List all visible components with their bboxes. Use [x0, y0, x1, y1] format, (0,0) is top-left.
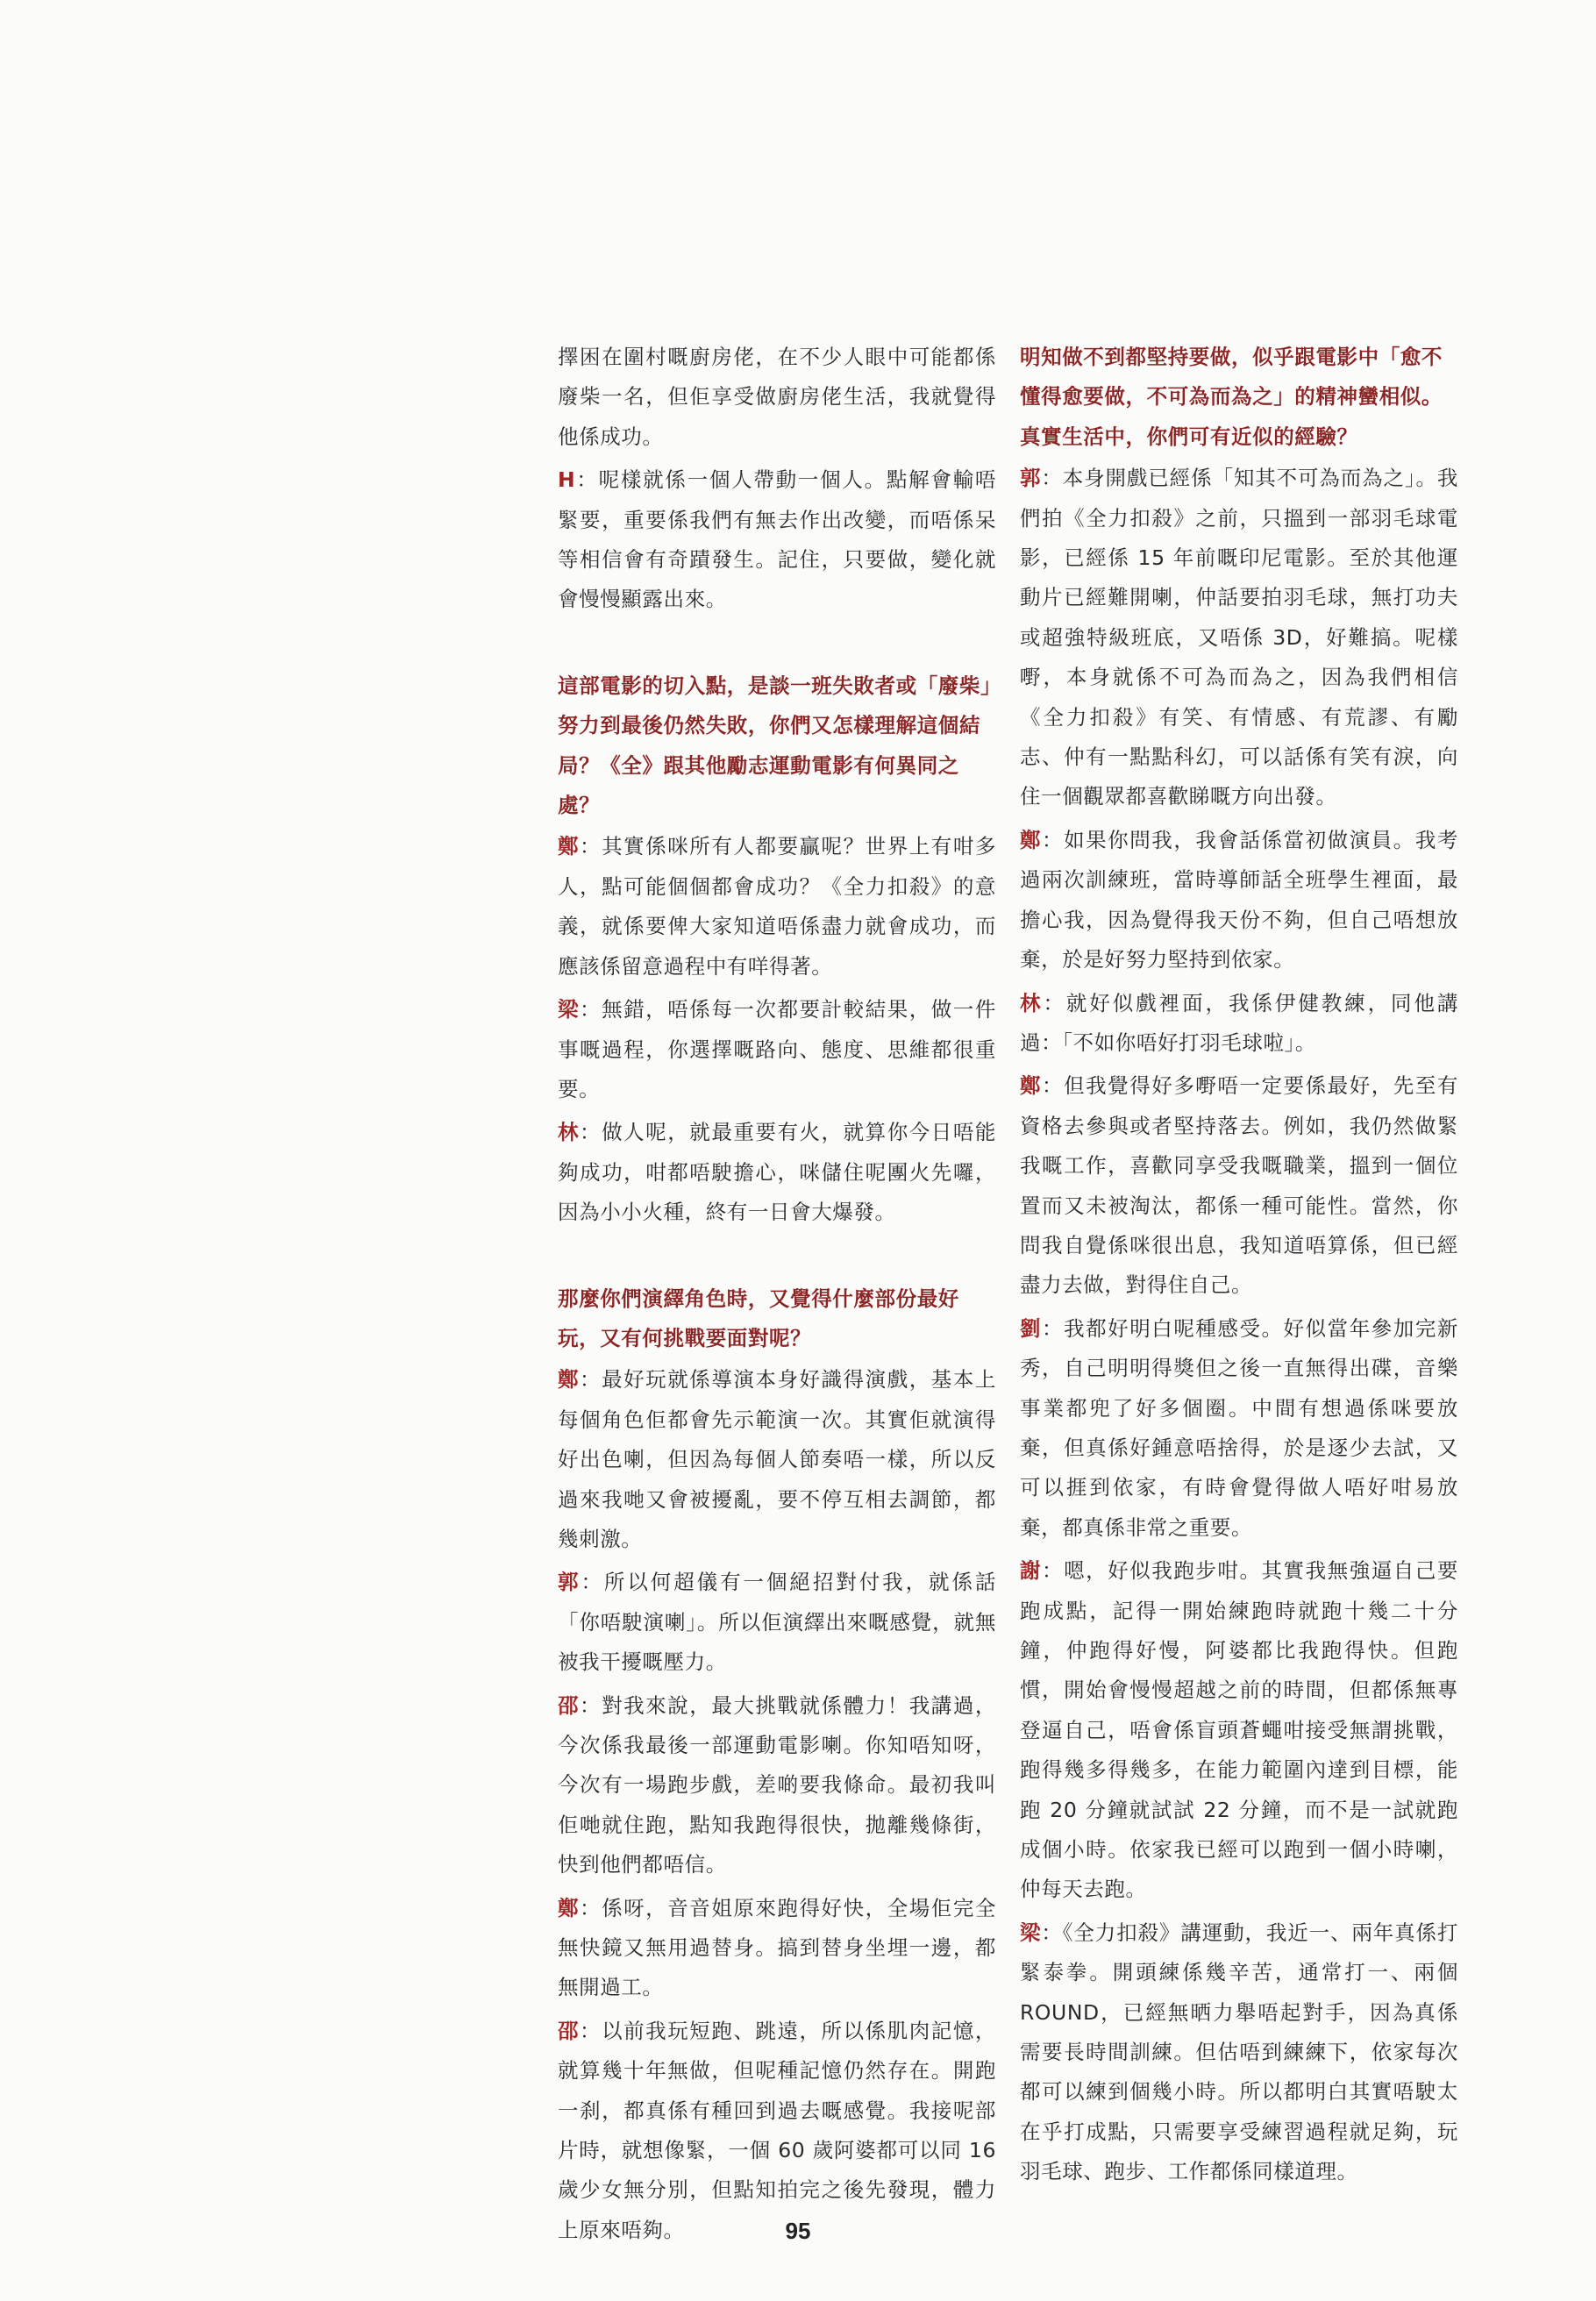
paragraph-text: ：本身開戲已經係「知其不可為而為之」。我們拍《全力扣殺》之前，只搵到一部羽毛球電影，已經係 15 年前嘅印尼電影。至於其他運動片已經難開喇，仲話要拍羽毛球，無打功夫或超強特級班底，又唔係 3D，好難搞。呢樣嘢，本身就係不可為而為之，因為我們相信《全力扣殺》有笑、有情感、有荒謬、有勵志、仲有一點點科幻，可以話係有笑有淚，向住一個觀眾都喜歡睇嘅方向出發。: [1020, 466, 1458, 809]
speaker-label: 邵: [558, 1692, 581, 1718]
speaker-label: H: [558, 467, 576, 493]
left-column: [558, 338, 996, 2254]
paragraph-text: ：我都好明白呢種感受。好似當年參加完新秀，自己明明得獎但之後一直無得出碟，音樂事業都兜了好多個圈。中間有想過係咪要放棄，但真係好鍾意唔捨得，於是逐少去試，又可以捱到依家，有時會覺得做人唔好咁易放棄，都真係非常之重要。: [1020, 1315, 1458, 1540]
speaker-label: 鄭: [558, 1895, 581, 1920]
answer-paragraph: [558, 1113, 996, 1232]
answer-paragraph: [1020, 459, 1458, 817]
paragraph-text: ：就好似戲裡面，我係伊健教練，同他講過：「不如你唔好打羽毛球啦」。: [1020, 990, 1458, 1055]
paragraph-text: 這部電影的切入點，是談一班失敗者或「廢柴」努力到最後仍然失敗，你們又怎樣理解這個結局？《全》跟其他勵志運動電影有何異同之處？: [558, 673, 992, 818]
answer-paragraph: [1020, 1551, 1458, 1910]
paragraph-text: ：所以何超儀有一個絕招對付我，就係話「你唔駛演喇」。所以佢演繹出來嘅感覺，就無被我干擾嘅壓力。: [558, 1570, 996, 1675]
paragraph-text: ：《全力扣殺》講運動，我近一、兩年真係打緊泰拳。開頭練係幾辛苦，通常打一、兩個 ROUND，已經無晒力舉唔起對手，因為真係需要長時間訓練。但估唔到練練下，依家每次都可以練到個幾小時。所以都明白其實唔駛太在乎打成點，只需要享受練習過程就足夠，玩羽毛球、跑步、工作都係同樣道理。: [1020, 1920, 1458, 2184]
speaker-label: 鄭: [558, 834, 581, 859]
speaker-label: 劉: [1020, 1315, 1043, 1341]
speaker-label: 鄭: [558, 1367, 581, 1393]
question-heading: [1020, 338, 1458, 457]
right-column: [1020, 338, 1458, 2196]
section-gap: [558, 623, 996, 666]
paragraph-text: 擇困在圍村嘅廚房佬，在不少人眼中可能都係廢柴一名，但佢享受做廚房佬生活，我就覺得他係成功。: [558, 345, 996, 449]
speaker-label: 林: [1020, 990, 1044, 1015]
speaker-label: 邵: [558, 2018, 581, 2043]
paragraph-text: ：如果你問我，我會話係當初做演員。我考過兩次訓練班，當時導師話全班學生裡面，最擔心我，因為覺得我天份不夠，但自己唔想放棄，於是好努力堅持到依家。: [1020, 827, 1458, 972]
paragraph-text: ：無錯，唔係每一次都要計較結果，做一件事嘅過程，你選擇嘅路向、態度、思維都很重要。: [558, 997, 996, 1101]
paragraph-text: ：嗯，好似我跑步咁。其實我無強逼自己要跑成點，記得一開始練跑時就跑十幾二十分鐘，仲跑得好慢，阿婆都比我跑得快。但跑慣，開始會慢慢超越之前的時間，但都係無專登逼自己，唔會係盲頭蒼蠅咁接受無謂挑戰，跑得幾多得幾多，在能力範圍內達到目標，能跑 20 分鐘就試試 22 分鐘，而不是一試就跑成個小時。依家我已經可以跑到一個小時喇，仲每天去跑。: [1020, 1558, 1458, 1902]
answer-paragraph: [558, 1889, 996, 2008]
answer-paragraph: [558, 1686, 996, 1885]
speaker-label: 謝: [1020, 1558, 1043, 1584]
question-heading: [558, 1279, 996, 1359]
paragraph-text: ：以前我玩短跑、跳遠，所以係肌肉記憶，就算幾十年無做，但呢種記憶仍然存在。開跑一刹，都真係有種回到過去嘅感覺。我接呢部片時，就想像緊，一個 60 歲阿婆都可以同 16 歲少女無分別，但點知拍完之後先發現，體力上原來唔夠。: [558, 2018, 996, 2242]
answer-paragraph: [1020, 1066, 1458, 1305]
answer-paragraph: [1020, 1309, 1458, 1548]
speaker-label: 鄭: [1020, 827, 1043, 852]
speaker-label: 梁: [558, 997, 581, 1022]
paragraph-text: 那麼你們演繹角色時，又覺得什麼部份最好玩，又有何挑戰要面對呢？: [558, 1286, 959, 1350]
answer-paragraph: [558, 827, 996, 987]
speaker-label: 林: [558, 1120, 581, 1145]
section-gap: [558, 1236, 996, 1279]
answer-paragraph: [558, 338, 996, 457]
answer-paragraph: [558, 2012, 996, 2250]
paragraph-text: ：對我來說，最大挑戰就係體力！我講過，今次係我最後一部運動電影喇。你知唔知呀，今次有一場跑步戲，差啲要我條命。最初我叫佢哋就住跑，點知我跑得很快，拋離幾條街，快到他們都唔信。: [558, 1692, 996, 1877]
paragraph-text: ：最好玩就係導演本身好識得演戲，基本上每個角色佢都會先示範演一次。其實佢就演得好出色喇，但因為每個人節奏唔一樣，所以反過來我哋又會被擾亂，要不停互相去調節，都幾刺激。: [558, 1367, 996, 1551]
speaker-label: 郭: [558, 1570, 581, 1595]
paragraph-text: ：做人呢，就最重要有火，就算你今日唔能夠成功，咁都唔駛擔心，咪儲住呢團火先囉，因為小小火種，終有一日會大爆發。: [558, 1120, 996, 1225]
question-heading: [558, 666, 996, 826]
answer-paragraph: [558, 460, 996, 620]
answer-paragraph: [1020, 1913, 1458, 2192]
paragraph-text: ：其實係咪所有人都要贏呢？世界上有咁多人，點可能個個都會成功？《全力扣殺》的意義，就係要俾大家知道唔係盡力就會成功，而應該係留意過程中有咩得著。: [558, 834, 996, 979]
answer-paragraph: [1020, 821, 1458, 980]
answer-paragraph: [1020, 984, 1458, 1064]
speaker-label: 梁: [1020, 1920, 1042, 1945]
answer-paragraph: [558, 1360, 996, 1559]
page-number: 95: [785, 2218, 811, 2244]
answer-paragraph: [558, 1563, 996, 1682]
paragraph-text: ：但我覺得好多嘢唔一定要係最好，先至有資格去參與或者堅持落去。例如，我仍然做緊我嘅工作，喜歡同享受我嘅職業，搵到一個位置而又未被淘汰，都係一種可能性。當然，你問我自覺係咪很出息，我知道唔算係，但已經盡力去做，對得住自己。: [1020, 1073, 1458, 1298]
paragraph-text: 明知做不到都堅持要做，似乎跟電影中「愈不懂得愈要做，不可為而為之」的精神蠻相似。真實生活中，你們可有近似的經驗？: [1020, 345, 1443, 449]
paragraph-text: ：呢樣就係一個人帶動一個人。點解會輸唔緊要，重要係我們有無去作出改變，而唔係呆等相信會有奇蹟發生。記住，只要做，變化就會慢慢顯露出來。: [558, 467, 996, 612]
speaker-label: 郭: [1020, 466, 1042, 491]
answer-paragraph: [558, 990, 996, 1109]
speaker-label: 鄭: [1020, 1073, 1043, 1099]
paragraph-text: ：係呀，音音姐原來跑得好快，全場佢完全無快鏡又無用過替身。搞到替身坐埋一邊，都無開過工。: [558, 1895, 996, 2000]
